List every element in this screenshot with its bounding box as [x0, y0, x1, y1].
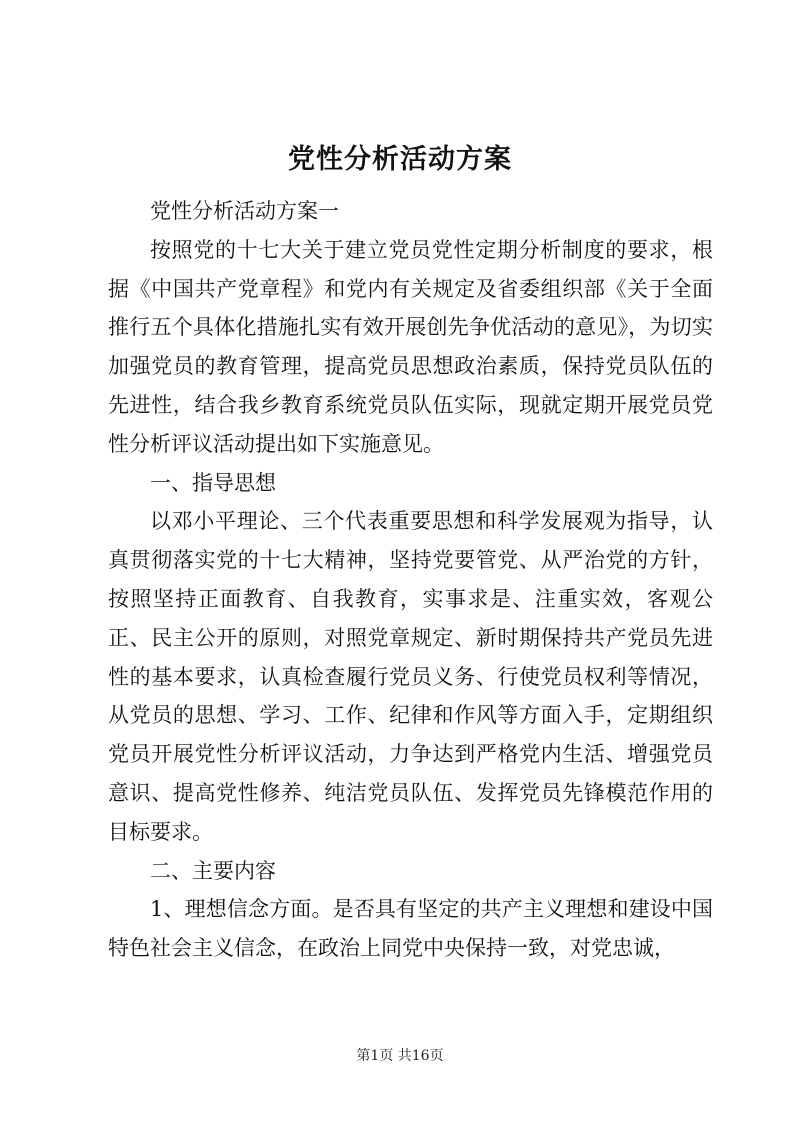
- document-body: [108, 192, 713, 968]
- main-content-paragraph: 1、理想信念方面。是否具有坚定的共产主义理想和建设中国特色社会主义信念，在政治上同党中央保持一致，对党忠诚，: [108, 897, 713, 961]
- subtitle-paragraph: 党性分析活动方案一: [150, 199, 339, 223]
- page-footer: 第1页 共16页: [356, 1048, 444, 1064]
- document-title: 党性分析活动方案: [288, 144, 512, 175]
- section-heading-main-content: 二、主要内容: [150, 858, 276, 883]
- intro-paragraph: 按照党的十七大关于建立党员党性定期分析制度的要求，根据《中国共产党章程》和党内有关规定及省委组织部《关于全面推行五个具体化措施扎实有效开展创先争优活动的意见》，为切实加强党员的教育管理，提高党员思想政治素质，保持党员队伍的先进性，结合我乡教育系统党员队伍实际，现就定期开展党员党性分析评议活动提出如下实施意见。: [108, 237, 713, 456]
- section-heading-guiding-thought: 一、指导思想: [150, 470, 276, 495]
- guiding-thought-paragraph: 以邓小平理论、三个代表重要思想和科学发展观为指导，认真贯彻落实党的十七大精神，坚持党要管党、从严治党的方针，按照坚持正面教育、自我教育，实事求是、注重实效，客观公正、民主公开的原则，对照党章规定、新时期保持共产党员先进性的基本要求，认真检查履行党员义务、行使党员权利等情况，从党员的思想、学习、工作、纪律和作风等方面入手，定期组织党员开展党性分析评议活动，力争达到严格党内生活、增强党员意识、提高党性修养、纯洁党员队伍、发挥党员先锋模范作用的目标要求。: [108, 509, 713, 844]
